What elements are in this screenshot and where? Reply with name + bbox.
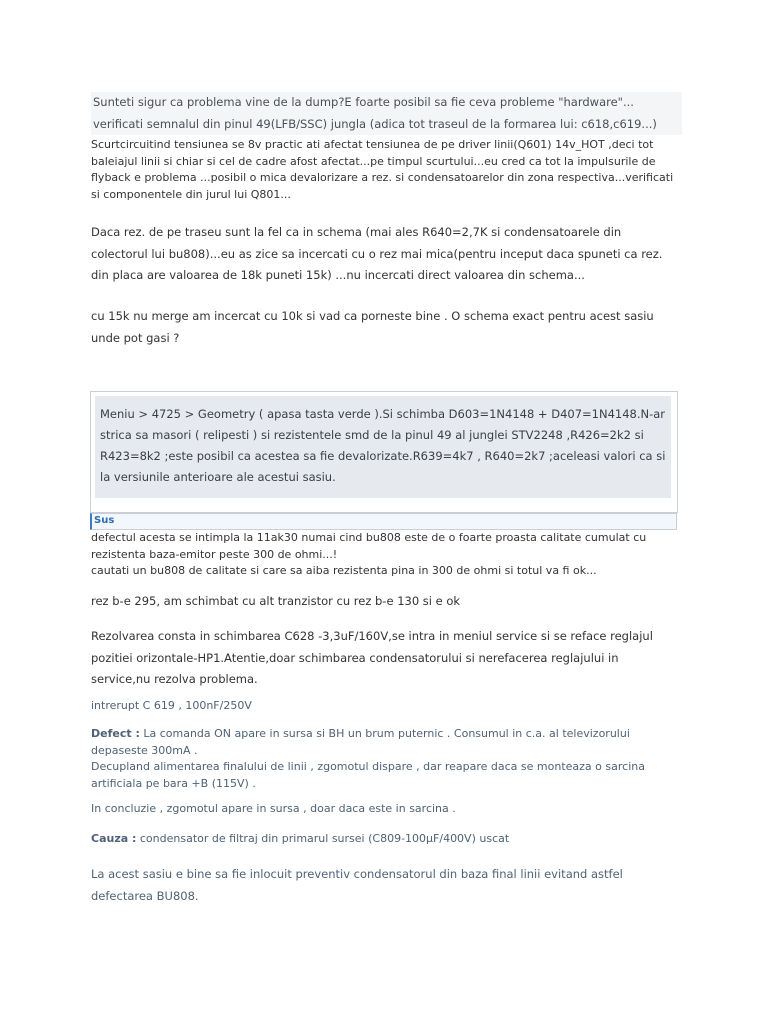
post-recommendation: La acest sasiu e bine sa fie inlocuit preventiv condensatorul din baza final linii evitand astfel defectarea BU808. — [91, 867, 623, 903]
post-reply-shortcircuit: Scurtcircuitind tensiunea se 8v practic ati afectat tensiunea de pe driver linii(Q601) 14v_HOT ,deci tot baleiajul linii si chiar si cel de cadre afost afectat...pe timpul scurtului...eu cred ca tot la impulsurile de flyback e problema ...posibil o mica devalorizare a rez. si condensatoarelor din zona respectiva...verificati si componentele din jurul lui Q801... — [91, 138, 674, 201]
post-question-text: Sunteti sigur ca problema vine de la dump?E foarte posibil sa fie ceva probleme "hardware"... verificati semnalul din pinul 49(LFB/SSC) jungla (adica tot traseul de la formarea lui: c618,c619...) — [91, 92, 682, 135]
post-reply-15k: cu 15k nu merge am incercat cu 10k si vad ca porneste bine . O schema exact pentru acest sasiu unde pot gasi ? — [91, 309, 654, 345]
post-reply-resistor: Daca rez. de pe traseu sunt la fel ca in schema (mai ales R640=2,7K si condensatoarele din colectorul lui bu808)...eu as zice sa incercati cu o rez mai mica(pentru inceput daca spuneti ca rez. din placa are valoarea de 18k puneti 15k) ...nu incercati direct valoarea din schema... — [91, 225, 663, 282]
cause-label: Cauza : — [91, 832, 137, 845]
quote-background — [95, 396, 671, 498]
defect-decoupling-text: Decupland alimentarea finalului de linii , zgomotul dispare , dar reapare daca se monteaza o sarcina artificiala pe bara +B (115V) . — [91, 760, 645, 790]
quote-text: Meniu > 4725 > Geometry ( apasa tasta verde ).Si schimba D603=1N4148 + D407=1N4148.N-ar strica sa masori ( relipesti ) si rezistentele smd de la pinul 49 al junglei STV2248 ,R426=2k2 si R423=8k2 ;este posibil ca acestea sa fie devalorizate.R639=4k7 , R640=2k7 ;aceleasi valori ca si la versiunile anterioare ale acestui sasiu. — [100, 407, 666, 484]
back-to-top-link[interactable]: Sus — [94, 515, 115, 526]
post-reply-bu808-line1: defectul acesta se intimpla la 11ak30 numai cind bu808 este de o foarte proasta calitate cumulat cu rezistenta baza-emitor peste 300 de ohmi...! — [91, 531, 647, 561]
post-reply-bu808-line2: cautati un bu808 de calitate si care sa aiba rezistenta pina in 300 de ohmi si totul va fi ok... — [91, 564, 597, 577]
post-note-c619: intrerupt C 619 , 100nF/250V — [91, 699, 252, 712]
post-reply-rezbe: rez b-e 295, am schimbat cu alt tranzistor cu rez b-e 130 si e ok — [91, 594, 461, 608]
post-reply-c628: Rezolvarea consta in schimbarea C628 -3,3uF/160V,se intra in meniul service si se reface reglajul pozitiei orizontale-HP1.Atentie,doar schimbarea condensatorului si nerefacerea reglajului in service,nu rezolva problema. — [91, 629, 653, 686]
defect-label: Defect : — [91, 727, 140, 740]
post-defect — [91, 726, 681, 792]
cause-text: condensator de filtraj din primarul sursei (C809-100µF/400V) uscat — [136, 832, 510, 845]
post-cause — [91, 831, 681, 848]
post-conclusion: In concluzie , zgomotul apare in sursa , doar daca este in sarcina . — [91, 802, 456, 815]
quote-box — [90, 391, 678, 513]
post-reply-bu808 — [91, 530, 681, 580]
defect-text: La comanda ON apare in sursa si BH un brum puternic . Consumul in c.a. al televizorului depaseste 300mA . — [91, 727, 630, 757]
back-to-top-bar — [90, 513, 677, 530]
